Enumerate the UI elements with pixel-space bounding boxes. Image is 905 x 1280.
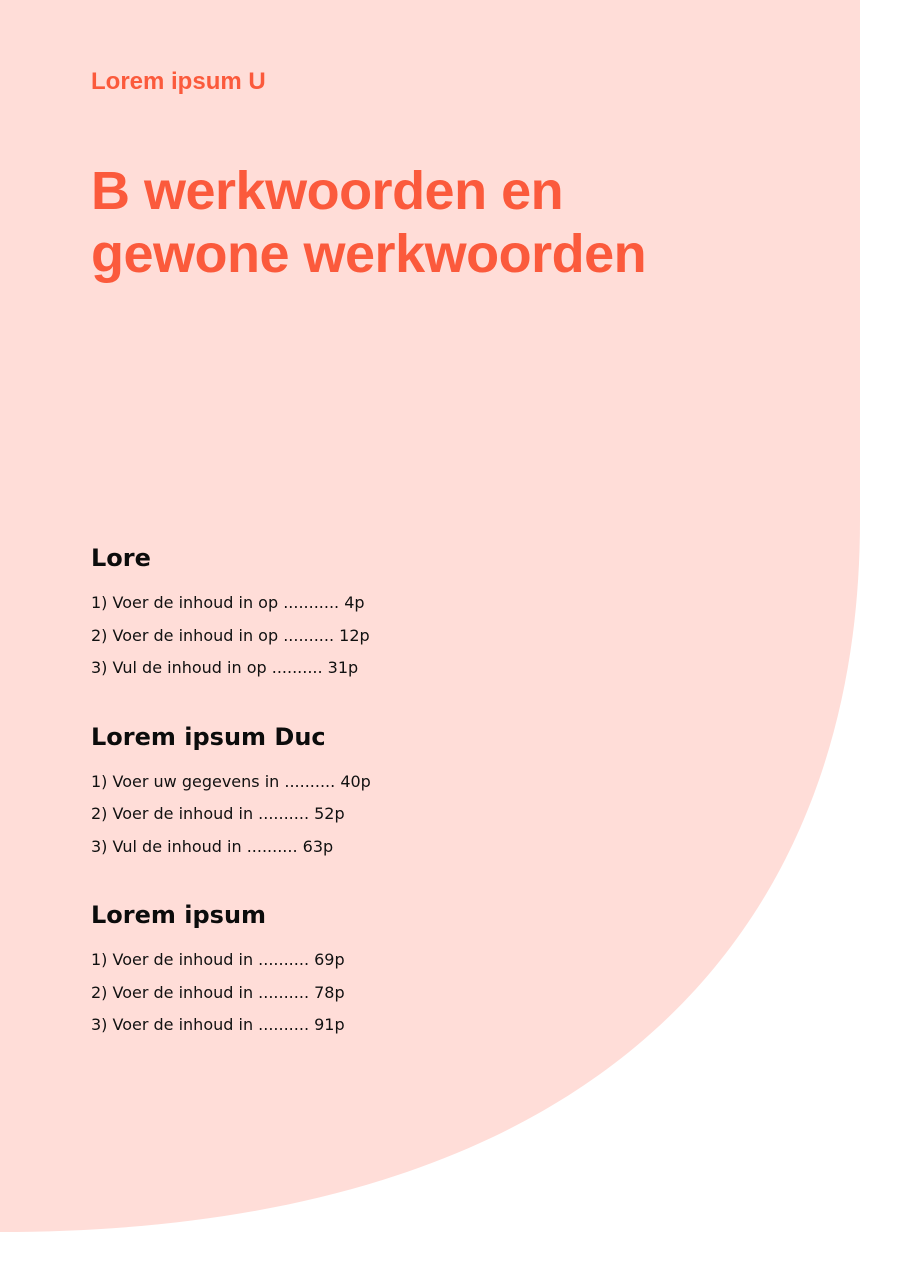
toc-section-heading: Lorem ipsum <box>91 901 267 929</box>
page-title <box>91 160 646 286</box>
toc-section-2 <box>91 719 591 864</box>
toc-item: 1) Voer de inhoud in op ........... 4p <box>91 593 365 612</box>
toc-section-3 <box>91 897 591 1042</box>
page-title-line-1: B werkwoorden en <box>91 161 564 221</box>
toc-item: 2) Voer de inhoud in .......... 78p <box>91 982 345 1002</box>
toc-item: 1) Voer uw gegevens in .......... 40p <box>91 771 371 791</box>
toc-item: 1) Voer de inhoud in .......... 69p <box>91 950 345 969</box>
toc-section-1 <box>91 540 591 685</box>
toc-section-heading: Lore <box>91 544 151 572</box>
page-title-line-2: gewone werkwoorden <box>91 224 647 284</box>
table-of-contents <box>91 540 591 1076</box>
toc-item: 3) Vul de inhoud in op .......... 31p <box>91 658 359 677</box>
toc-item: 2) Voer de inhoud in op .......... 12p <box>91 625 370 645</box>
toc-item: 3) Voer de inhoud in .......... 91p <box>91 1015 345 1034</box>
toc-item: 3) Vul de inhoud in .......... 63p <box>91 836 334 856</box>
toc-item: 2) Voer de inhoud in .......... 52p <box>91 804 345 823</box>
kicker-text: Lorem ipsum U <box>91 68 266 95</box>
toc-section-heading: Lorem ipsum Duc <box>91 722 326 751</box>
